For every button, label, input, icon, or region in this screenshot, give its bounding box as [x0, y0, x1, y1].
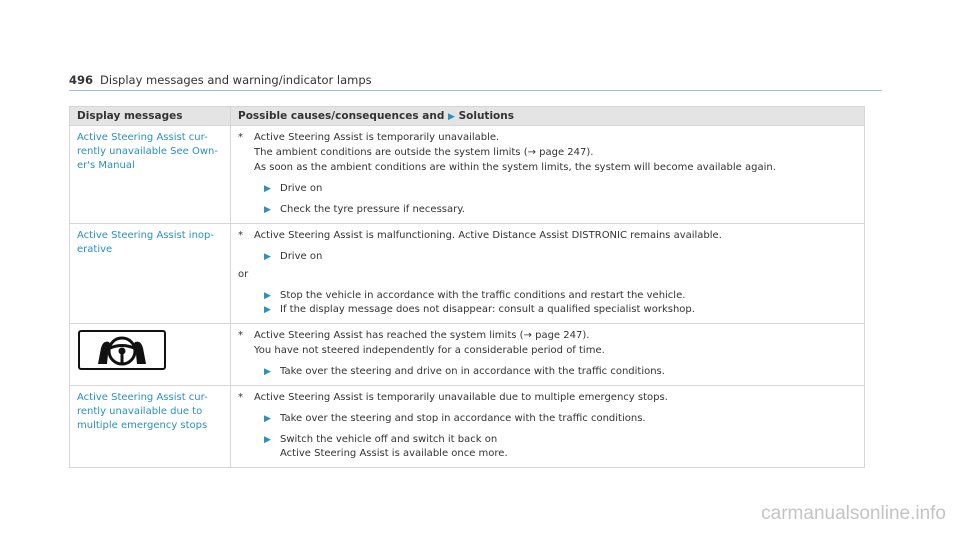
- cause-text: * Active Steering Assist is temporarily unavailable.: [238, 132, 500, 143]
- step-arrow-icon: ▶: [264, 184, 271, 194]
- col-header-solutions: [231, 107, 865, 126]
- table-header-row: [70, 107, 865, 126]
- table-row: [70, 224, 865, 324]
- steering-wheel-icon: [91, 334, 153, 366]
- table-row: [70, 126, 865, 224]
- solution-step: ▶ Drive on: [264, 251, 323, 262]
- cause-text: * Active Steering Assist has reached the system limits (→ page 247).: [238, 330, 590, 341]
- detail-text: As soon as the ambient conditions are within the system limits, the system will become available again.: [254, 162, 776, 173]
- message-line: Active Steering Assist cur-: [77, 392, 208, 403]
- step-arrow-icon: ▶: [264, 414, 271, 424]
- page-header: [69, 73, 372, 87]
- step-arrow-icon: ▶: [264, 291, 271, 301]
- page-number: 496: [69, 73, 94, 87]
- watermark: carmanualsonline.info: [761, 503, 946, 524]
- step-result-text: Active Steering Assist is available once more.: [280, 448, 508, 459]
- message-cell: [70, 386, 231, 468]
- message-line: rently unavailable See Own-: [77, 146, 218, 157]
- solution-cell: [231, 126, 865, 224]
- or-text: or: [238, 269, 249, 280]
- message-cell: [70, 126, 231, 224]
- message-cell: [70, 224, 231, 324]
- step-arrow-icon: ▶: [264, 367, 271, 377]
- step-arrow-icon: ▶: [264, 435, 271, 445]
- message-line: er's Manual: [77, 160, 135, 171]
- cause-text: * Active Steering Assist is malfunctioning. Active Distance Assist DISTRONIC remains available.: [238, 230, 722, 241]
- message-line: multiple emergency stops: [77, 420, 208, 431]
- col2-suffix: Solutions: [458, 110, 514, 122]
- solution-step: ▶ Stop the vehicle in accordance with the traffic conditions and restart the vehicle.: [264, 290, 686, 301]
- message-line: Active Steering Assist inop-: [77, 230, 214, 241]
- table-row: [70, 324, 865, 386]
- solution-step: ▶ Take over the steering and stop in accordance with the traffic conditions.: [264, 413, 646, 424]
- hands-on-steering-wheel-icon: [78, 330, 166, 370]
- messages-table: [69, 106, 865, 468]
- solution-step: ▶ Switch the vehicle off and switch it back on: [264, 434, 498, 445]
- detail-text: You have not steered independently for a considerable period of time.: [254, 345, 605, 356]
- step-arrow-icon: ▶: [264, 252, 271, 262]
- solution-step: ▶ If the display message does not disappear: consult a qualified specialist workshop.: [264, 304, 695, 315]
- col-header-messages: Display messages: [70, 107, 231, 126]
- page-title: Display messages and warning/indicator lamps: [100, 73, 372, 87]
- solution-cell: [231, 224, 865, 324]
- solution-cell: [231, 386, 865, 468]
- solution-step: ▶ Drive on: [264, 183, 323, 194]
- detail-text: The ambient conditions are outside the system limits (→ page 247).: [254, 147, 594, 158]
- header-rule: [69, 90, 882, 91]
- symbol-cell: [70, 324, 231, 386]
- solution-arrow-icon: ▶: [448, 112, 455, 122]
- solution-cell: [231, 324, 865, 386]
- col2-prefix: Possible causes/consequences and: [238, 110, 445, 122]
- table-row: [70, 386, 865, 468]
- solution-step: ▶ Check the tyre pressure if necessary.: [264, 204, 465, 215]
- message-line: rently unavailable due to: [77, 406, 203, 417]
- step-arrow-icon: ▶: [264, 205, 271, 215]
- cause-text: * Active Steering Assist is temporarily unavailable due to multiple emergency stops.: [238, 392, 668, 403]
- message-line: erative: [77, 244, 113, 255]
- message-line: Active Steering Assist cur-: [77, 132, 208, 143]
- solution-step: ▶ Take over the steering and drive on in accordance with the traffic conditions.: [264, 366, 665, 377]
- step-arrow-icon: ▶: [264, 305, 271, 315]
